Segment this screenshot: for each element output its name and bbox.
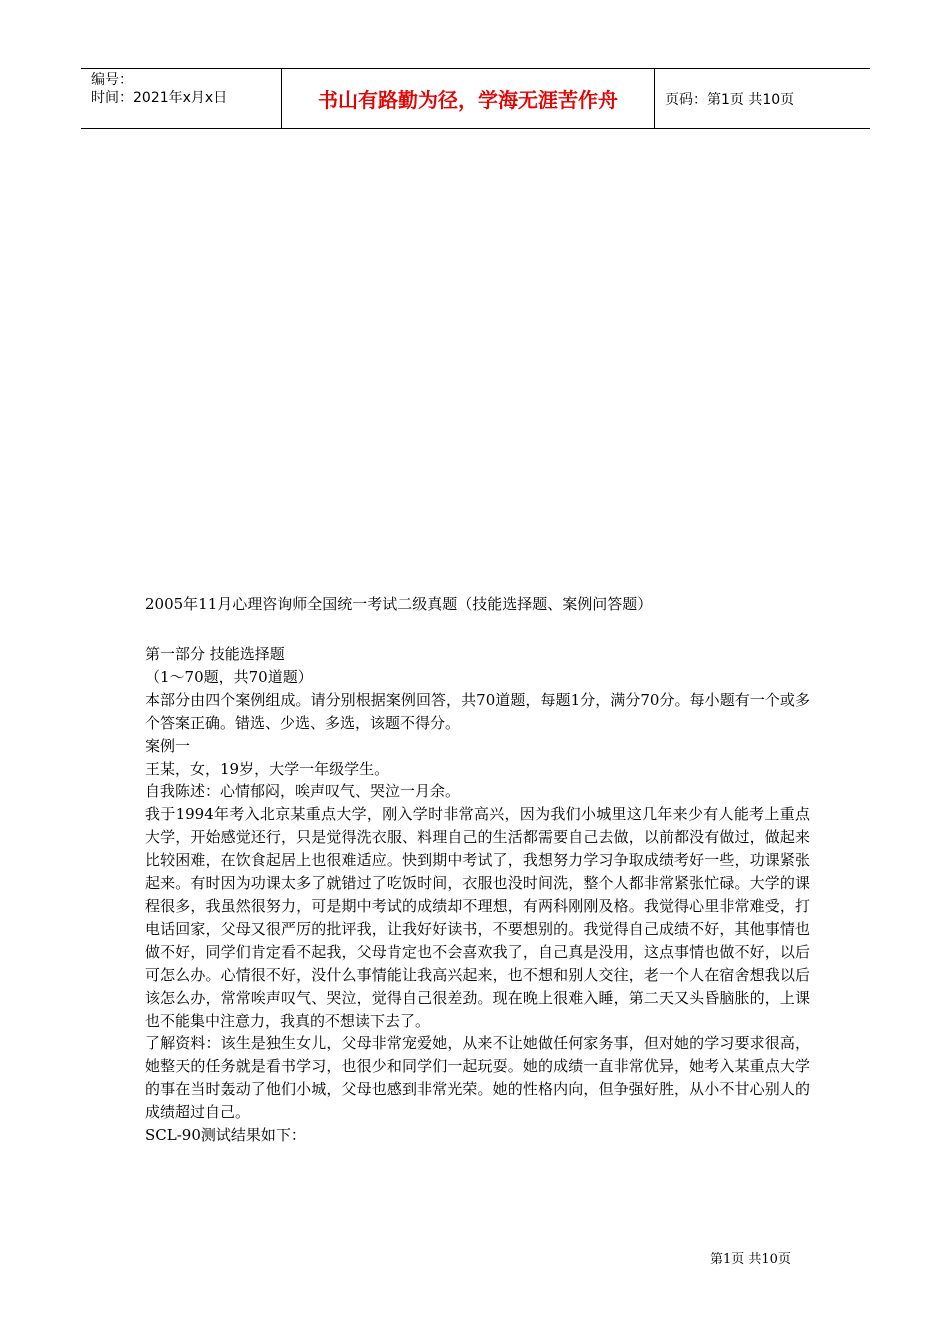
document-title: 2005年11月心理咨询师全国统一考试二级真题（技能选择题、案例问答题） — [145, 595, 653, 613]
self-report-summary: 自我陈述：心情郁闷，唉声叹气、哭泣一月余。 — [145, 782, 461, 801]
time-label: 时间：2021年x月x日 — [91, 90, 228, 106]
section-heading: 第一部分 技能选择题 — [145, 645, 285, 663]
header-page-cell — [655, 69, 870, 128]
background-paragraph: 了解资料：该生是独生女儿，父母非常宠爱她，从来不让她做任何家务事，但对她的学习要求很高，她整天的任务就是看书学习，也很少和同学们一起玩耍。她的成绩一直非常优异，她考入某重点大学的事在当时轰动了他们小城，父母也感到非常光荣。她的性格内向，但争强好胜，从小不甘心别人的成绩超过自己。 — [145, 1034, 810, 1122]
case-subject: 王某，女，19岁，大学一年级学生。 — [145, 759, 390, 778]
footer-page-number: 第1页 共10页 — [710, 1252, 791, 1267]
number-label: 编号： — [91, 72, 133, 88]
document-body — [145, 643, 810, 1147]
motto-text: 书山有路勤为径，学海无涯苦作舟 — [318, 88, 618, 112]
header-motto-cell — [281, 69, 655, 128]
header-info-cell — [81, 69, 281, 128]
case-heading: 案例一 — [145, 736, 191, 755]
header-table — [81, 68, 870, 129]
scl90-intro: SCL-90测试结果如下： — [145, 1126, 306, 1145]
section-range: （1～70题，共70道题） — [145, 667, 313, 686]
instructions-paragraph: 本部分由四个案例组成。请分别根据案例回答，共70道题，每题1分，满分70分。每小题有一个或多个答案正确。错选、少选、多选，该题不得分。 — [145, 690, 810, 732]
header-page-label: 页码：第1页 共10页 — [665, 91, 795, 108]
self-report-paragraph: 我于1994年考入北京某重点大学，刚入学时非常高兴，因为我们小城里这几年来少有人能考上重点大学，开始感觉还行，只是觉得洗衣服、料理自己的生活都需要自己去做，以前都没有做过，做起来比较困难，在饮食起居上也很难适应。快到期中考试了，我想努力学习争取成绩考好一些，功课紧张起来。有时因为功课太多了就错过了吃饭时间，衣服也没时间洗，整个人都非常紧张忙碌。大学的课程很多，我虽然很努力，可是期中考试的成绩却不理想，有两科刚刚及格。我觉得心里非常难受，打电话回家，父母又很严厉的批评我，让我好好读书，不要想别的。我觉得自己成绩不好，其他事情也做不好，同学们肯定看不起我，父母肯定也不会喜欢我了，自己真是没用，这点事情也做不好，以后可怎么办。心情很不好，没什么事情能让我高兴起来，也不想和别人交往，老一个人在宿舍想我以后该怎么办，常常唉声叹气、哭泣，觉得自己很差劲。现在晚上很难入睡，第二天又头昏脑胀的，上课也不能集中注意力，我真的不想读下去了。 — [145, 805, 810, 1030]
